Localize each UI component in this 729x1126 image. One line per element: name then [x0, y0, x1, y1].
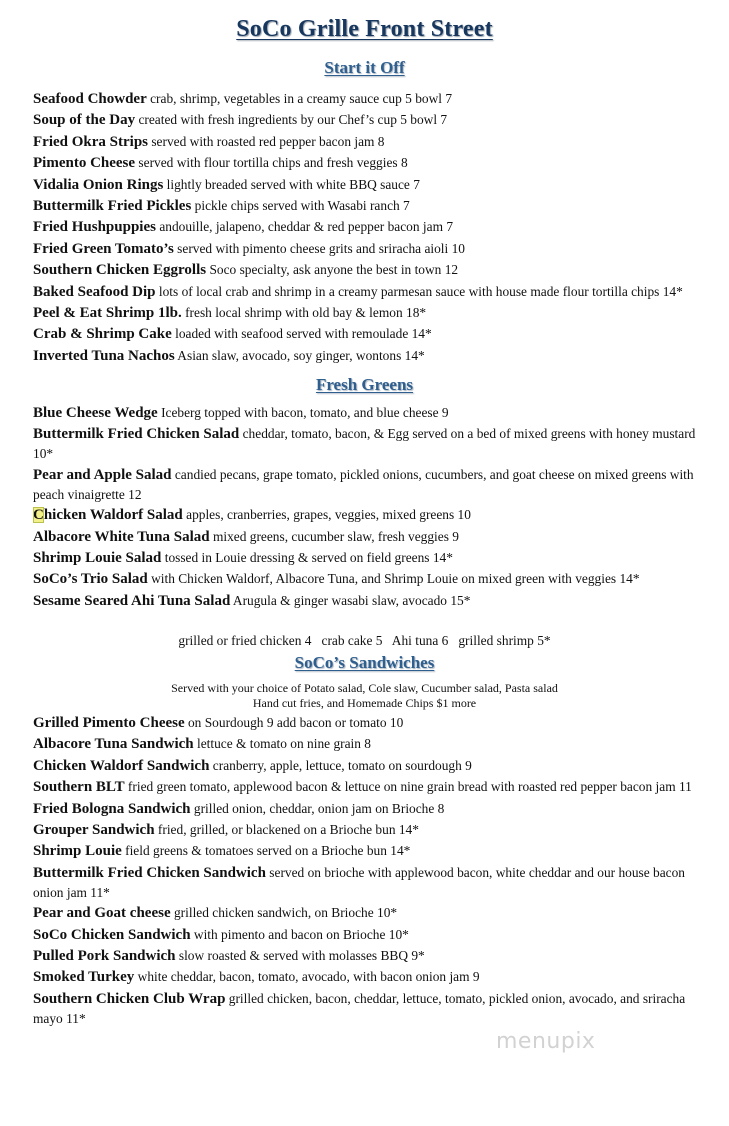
item-description: Arugula & ginger wasabi slaw, avocado 15* [230, 592, 471, 608]
menu-item [33, 713, 698, 733]
item-name: Fried Hushpuppies [33, 219, 156, 236]
starters-list [33, 89, 698, 367]
item-name: hicken Waldorf Salad [43, 507, 183, 524]
item-name: Grilled Pimento Cheese [33, 715, 185, 731]
menu-item [33, 175, 698, 195]
menu-item [33, 967, 698, 987]
menu-item [33, 925, 698, 945]
item-description: served with flour tortilla chips and fresh veggies 8 [135, 155, 408, 171]
item-name: Pear and Apple Salad [33, 466, 172, 483]
item-name: Peel & Eat Shrimp 1lb. [33, 304, 182, 321]
item-name: Fried Okra Strips [33, 133, 148, 150]
menu-item [33, 260, 698, 280]
item-name: Shrimp Louie [33, 843, 122, 860]
menu-item [33, 346, 698, 366]
menu-item [33, 569, 698, 589]
item-description: fried green tomato, applewood bacon & lettuce on nine grain bread with roasted red pepper bacon jam 11 [124, 779, 692, 795]
menu-item [33, 591, 698, 611]
menu-item [33, 132, 698, 152]
item-description: served with roasted red pepper bacon jam 8 [148, 133, 385, 149]
menu-item [33, 424, 698, 463]
menupix-watermark: menupix [496, 1029, 596, 1054]
item-description: Iceberg topped with bacon, tomato, and blue cheese 9 [157, 405, 449, 420]
item-name: Blue Cheese Wedge [33, 405, 158, 421]
item-name: SoCo’s Trio Salad [33, 571, 148, 588]
item-name: Grouper Sandwich [33, 821, 155, 838]
menu-item [33, 153, 698, 173]
item-name: Sesame Seared Ahi Tuna Salad [33, 592, 231, 609]
item-name: Albacore White Tuna Salad [33, 528, 210, 545]
item-description: tossed in Louie dressing & served on field greens 14* [161, 549, 453, 565]
item-description: mixed greens, cucumber slaw, fresh veggies 9 [209, 528, 459, 544]
menu-item [33, 820, 698, 840]
item-name: Soup of the Day [33, 112, 136, 129]
item-name: Inverted Tuna Nachos [33, 347, 175, 364]
item-description: crab, shrimp, vegetables in a creamy sauce cup 5 bowl 7 [146, 91, 453, 106]
item-description: cheddar, tomato, bacon, & Egg served on a bed of mixed greens with honey mustard 10* [33, 426, 696, 462]
item-name: Buttermilk Fried Chicken Salad [33, 426, 240, 443]
section-heading-starters: Start it Off [324, 58, 405, 77]
item-description: slow roasted & served with molasses BBQ 9* [175, 947, 425, 963]
highlighted-letter: C [33, 507, 44, 524]
item-description: grilled onion, cheddar, onion jam on Brioche 8 [190, 800, 445, 816]
menu-item [33, 217, 698, 237]
menu-item [33, 548, 698, 568]
sides-note-extra: Hand cut fries, and Homemade Chips $1 more [252, 696, 477, 710]
item-name: Fried Green Tomato’s [33, 240, 174, 257]
item-name: Pear and Goat cheese [33, 905, 171, 922]
sides-note: Served with your choice of Potato salad, Cole slaw, Cucumber salad, Pasta salad [171, 681, 558, 695]
item-description: Asian slaw, avocado, soy ginger, wontons 14* [174, 347, 425, 363]
item-description: grilled chicken, bacon, cheddar, lettuce, tomato, pickled onion, avocado, and sriracha mayo 11* [33, 990, 686, 1026]
item-name: Vidalia Onion Rings [33, 176, 164, 193]
menu-item [33, 465, 698, 504]
item-description: loaded with seafood served with remoulade 14* [171, 326, 432, 342]
item-description: lettuce & tomato on nine grain 8 [193, 736, 372, 752]
item-name: Buttermilk Fried Pickles [33, 197, 192, 214]
item-description: with Chicken Waldorf, Albacore Tuna, and Shrimp Louie on mixed green with veggies 14* [147, 571, 640, 587]
item-description: cranberry, apple, lettuce, tomato on sourdough 9 [209, 757, 472, 773]
item-name: Southern Chicken Eggrolls [33, 262, 207, 279]
item-description: pickle chips served with Wasabi ranch 7 [191, 197, 410, 213]
item-name: Albacore Tuna Sandwich [33, 736, 194, 753]
item-name: Fried Bologna Sandwich [33, 800, 191, 817]
item-description: andouille, jalapeno, cheddar & red pepper bacon jam 7 [155, 219, 454, 235]
item-description: with pimento and bacon on Brioche 10* [190, 926, 409, 942]
item-description: fresh local shrimp with old bay & lemon 18* [181, 304, 427, 320]
menu-item [33, 841, 698, 861]
sandwiches-list [33, 713, 698, 1029]
item-description: white cheddar, bacon, tomato, avocado, with bacon onion jam 9 [134, 969, 480, 985]
item-name: Chicken Waldorf Sandwich [33, 757, 210, 774]
menu-item [33, 863, 698, 902]
item-description: lightly breaded served with white BBQ sauce 7 [163, 176, 420, 192]
item-name: Southern Chicken Club Wrap [33, 990, 226, 1007]
greens-list [33, 403, 698, 612]
menu-item [33, 89, 698, 109]
item-description: created with fresh ingredients by our Chef’s cup 5 bowl 7 [135, 112, 448, 128]
salad-add-ons: grilled or fried chicken 4 crab cake 5 Ahi tuna 6 grilled shrimp 5* [178, 633, 551, 648]
item-name: Seafood Chowder [33, 91, 147, 107]
item-name: Pulled Pork Sandwich [33, 947, 176, 964]
menu-item [33, 239, 698, 259]
item-description: Soco specialty, ask anyone the best in town 12 [206, 262, 459, 278]
menu-item [33, 756, 698, 776]
section-heading-greens: Fresh Greens [315, 375, 414, 394]
menu-item [33, 903, 698, 923]
item-name: Southern BLT [33, 779, 125, 796]
item-name: Smoked Turkey [33, 969, 135, 986]
item-name: Buttermilk Fried Chicken Sandwich [33, 864, 266, 881]
page-title: SoCo Grille Front Street [236, 16, 493, 42]
item-description: fried, grilled, or blackened on a Brioche bun 14* [154, 821, 419, 837]
menu-item [33, 799, 698, 819]
menu-item [33, 196, 698, 216]
item-description: on Sourdough 9 add bacon or tomato 10 [184, 715, 404, 730]
menu-item [33, 777, 698, 797]
item-description: served with pimento cheese grits and sriracha aioli 10 [173, 240, 465, 256]
menu-item [33, 303, 698, 323]
item-description: grilled chicken sandwich, on Brioche 10* [170, 905, 398, 921]
item-description: field greens & tomatoes served on a Brioche bun 14* [121, 843, 411, 859]
item-name: Pimento Cheese [33, 155, 136, 172]
menu-item [33, 282, 698, 302]
item-name: Shrimp Louie Salad [33, 549, 162, 566]
item-description: candied pecans, grape tomato, pickled onions, cucumbers, and goat cheese on mixed greens with peach vinaigrette 12 [33, 466, 694, 502]
item-name: SoCo Chicken Sandwich [33, 926, 191, 943]
menu-item [33, 989, 698, 1028]
item-name: Crab & Shrimp Cake [33, 326, 172, 343]
section-heading-sandwiches: SoCo’s Sandwiches [294, 653, 435, 672]
menu-item [33, 505, 698, 525]
menu-item [33, 110, 698, 130]
item-description: served on brioche with applewood bacon, white cheddar and our house bacon onion jam 11* [33, 864, 686, 900]
item-description: lots of local crab and shrimp in a creamy parmesan sauce with house made flour tortilla chips 14* [155, 283, 683, 299]
menu-item [33, 946, 698, 966]
item-description: apples, cranberries, grapes, veggies, mixed greens 10 [182, 507, 471, 523]
item-name: Baked Seafood Dip [33, 283, 156, 300]
menu-item [33, 734, 698, 754]
menu-item [33, 324, 698, 344]
menu-item [33, 527, 698, 547]
menu-item [33, 403, 698, 423]
